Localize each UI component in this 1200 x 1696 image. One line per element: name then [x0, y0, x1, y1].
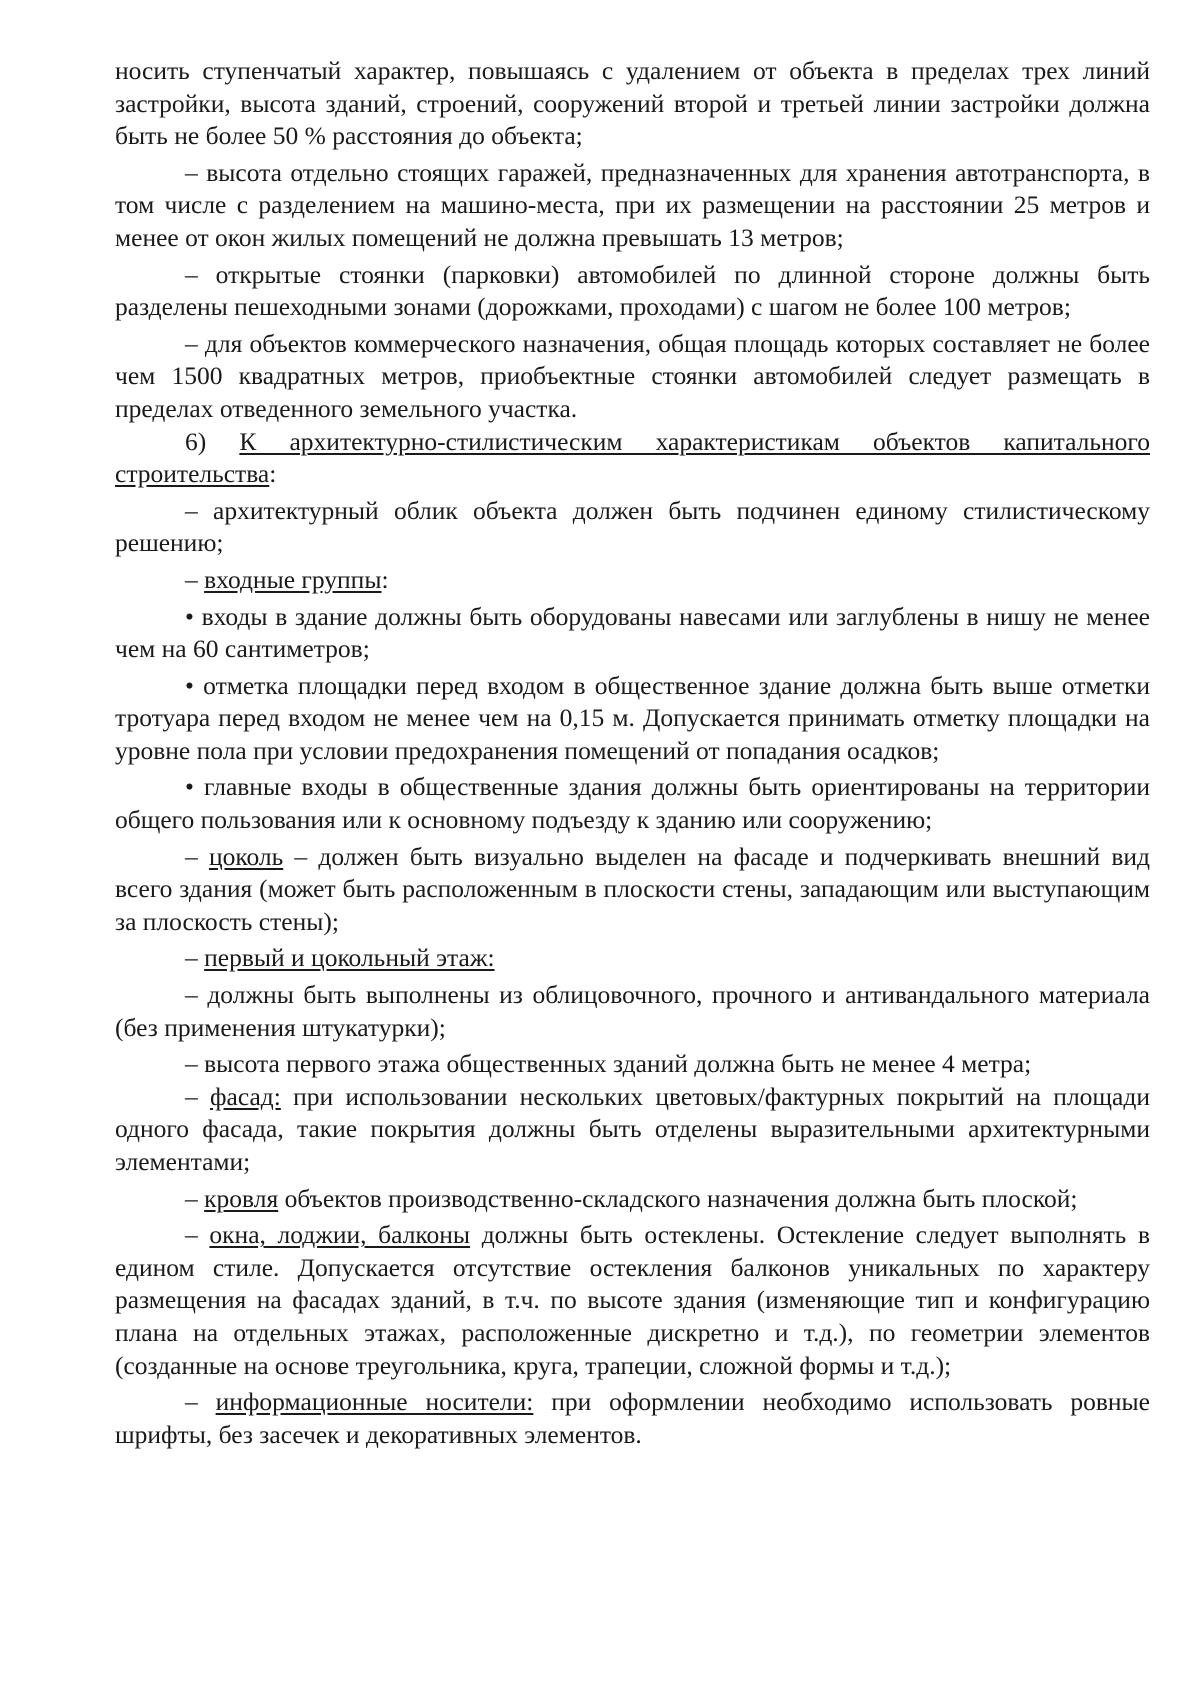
section-number: 6) [185, 426, 240, 456]
subheading-suffix: : [381, 564, 389, 594]
subheading-text: первый и цокольный этаж: [204, 943, 495, 973]
paragraph-plinth [115, 841, 1150, 939]
term-info-carriers: информационные носители: [215, 1387, 534, 1417]
paragraph-commercial-parking: – для объектов коммерческого назначения, общая площадь которых составляет не более чем 1500 квадратных метров, приобъектные стоянки автомобилей следует размещать в пределах отведенного земельного участка. [115, 328, 1150, 423]
bullet-main-entrances: • главные входы в общественные здания должны быть ориентированы на территории общего пользования или к основному подъезду к зданию или сооружению; [115, 772, 1150, 835]
subheading-first-floor [115, 942, 1150, 975]
bullet-entrance-level: • отметка площадки перед входом в общественное здание должна быть выше отметки тротуара перед входом не менее чем на 0,15 м. Допускается принимать отметку площадки на уровне пола при условии предохранения помещений от попадания осадков; [115, 670, 1150, 765]
term-roof: кровля [204, 1183, 279, 1213]
dash: – [185, 943, 205, 973]
term-facade: фасад: [209, 1081, 281, 1111]
subheading-text: входные группы [204, 564, 382, 594]
dash: – [185, 1387, 216, 1417]
section-title: К архитектурно-стилистическим характеристикам объектов капитального строительства [115, 426, 1150, 489]
section-heading-architecture [115, 426, 1150, 491]
section-title-suffix: : [269, 459, 277, 489]
paragraph-text: при оформлении необходимо использовать ровные шрифты, без засечек и декоративных элементов. [115, 1387, 1150, 1449]
paragraph-open-parking: – открытые стоянки (парковки) автомобилей по длинной стороне должны быть разделены пешеходными зонами (дорожками, проходами) с шагом не более 100 метров; [115, 259, 1150, 322]
paragraph-roof [115, 1183, 1150, 1216]
bullet-entrance-canopies: • входы в здание должны быть оборудованы навесами или заглублены в нишу не менее чем на 60 сантиметров; [115, 601, 1150, 664]
subheading-entrance-groups [115, 564, 1150, 597]
paragraph-text: при использовании нескольких цветовых/фактурных покрытий на площади одного фасада, такие покрытия должны быть отделены выразительными архитектурными элементами; [115, 1081, 1150, 1176]
paragraph-facade [115, 1081, 1150, 1179]
paragraph-continuation: носить ступенчатый характер, повышаясь с удалением от объекта в пределах трех линий застройки, высота зданий, строений, сооружений второй и третьей линии застройки должна быть не более 50 % расстояния до объекта; [115, 56, 1150, 151]
dash: – [185, 1081, 210, 1111]
paragraph-glazing [115, 1219, 1150, 1382]
dash: – [185, 1220, 210, 1250]
dash: – [185, 564, 205, 594]
term-plinth: цоколь [208, 841, 284, 871]
paragraph-text: должны быть остеклены. Остекление следует выполнять в едином стиле. Допускается отсутствие остекления балконов уникальных по характеру размещения на фасадах зданий, в т.ч. по высоте здания (изменяющие тип и конфигурацию плана на отдельных этажах, расположенные дискретно и т.д.), по геометрии элементов (созданные на основе треугольника, круга, трапеции, сложной формы и т.д.); [115, 1220, 1151, 1380]
document-page [115, 55, 1150, 1451]
dash: – [185, 841, 209, 871]
paragraph-text: – должен быть визуально выделен на фасаде и подчеркивать внешний вид всего здания (может быть расположенным в плоскости стены, западающим или выступающим за плоскость стены); [115, 841, 1151, 936]
dash: – [185, 1183, 205, 1213]
paragraph-cladding: – должны быть выполнены из облицовочного, прочного и антивандального материала (без применения штукатурки); [115, 980, 1150, 1042]
paragraph-architectural-appearance: – архитектурный облик объекта должен быть подчинен единому стилистическому решению; [115, 495, 1150, 558]
paragraph-garage-height: – высота отдельно стоящих гаражей, предназначенных для хранения автотранспорта, в том числе с разделением на машино-места, при их размещении на расстоянии 25 метров и менее от окон жилых помещений не должна превышать 13 метров; [115, 157, 1150, 252]
term-windows-balconies: окна, лоджии, балконы [209, 1220, 471, 1250]
paragraph-info-carriers [115, 1386, 1150, 1451]
paragraph-first-floor-height: – высота первого этажа общественных зданий должна быть не менее 4 метра; [185, 1049, 1032, 1079]
paragraph-text: объектов производственно-складского назначения должна быть плоской; [278, 1183, 1078, 1213]
